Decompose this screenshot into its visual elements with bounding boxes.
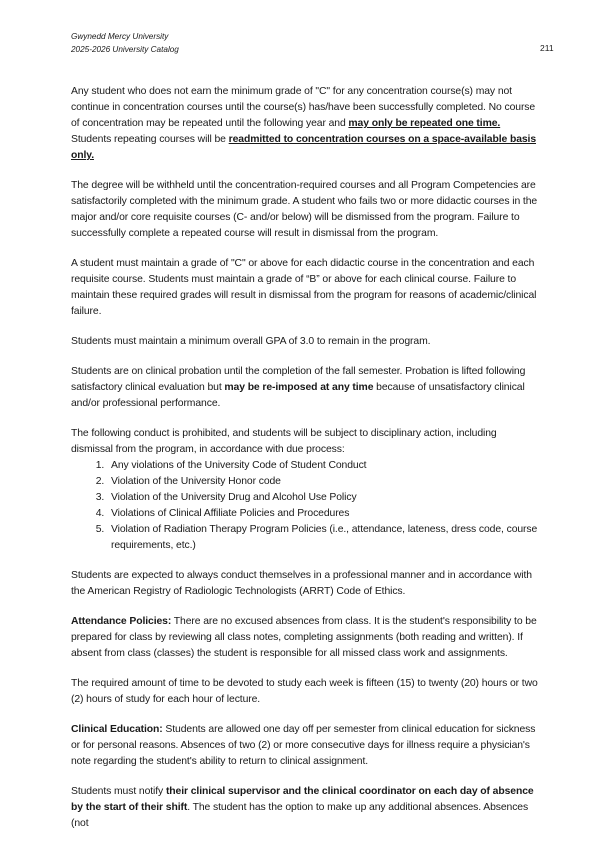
text-run: Students are allowed one day off per semester from clinical education for sickness or for personal reasons. Absences of two (2) or more consecutive days for illness require a physician's note regarding the student's ability to return to clinical assignment. xyxy=(71,724,536,767)
paragraph xyxy=(71,334,539,350)
text-run: Students are on clinical probation until the completion of the fall semester. Probation is lifted following satisfactory clinical evaluation but xyxy=(71,366,526,393)
text-run: Students must notify xyxy=(71,786,166,797)
text-run: because of unsatisfactory clinical and/or professional performance. xyxy=(71,382,525,409)
paragraph xyxy=(71,426,539,458)
running-header xyxy=(71,31,179,56)
emphasis-text: Clinical Education: xyxy=(71,724,163,735)
emphasis-text: may only be repeated one time. xyxy=(348,118,501,129)
text-run: Students must maintain a minimum overall GPA of 3.0 to remain in the program. xyxy=(71,336,431,347)
paragraph xyxy=(71,256,539,320)
paragraph xyxy=(71,178,539,242)
paragraph xyxy=(71,614,539,662)
text-run: The required amount of time to be devoted to study each week is fifteen (15) to twenty (20) hours or two (2) hours of study for each hour of lecture. xyxy=(71,678,538,705)
list-item: 4. Violations of Clinical Affiliate Policies and Procedures xyxy=(107,506,539,522)
document-body xyxy=(71,84,539,846)
text-run: There are no excused absences from class. It is the student's responsibility to be prepared for class by reviewing all class notes, completing assignments (both reading and written). If absent from class (classes) the student is responsible for all missed class work and assignments. xyxy=(71,616,537,659)
paragraph xyxy=(71,568,539,600)
paragraph xyxy=(71,722,539,770)
list-item: 1. Any violations of the University Code of Student Conduct xyxy=(107,458,539,474)
text-run: Any student who does not earn the minimum grade of "C" for any concentration course(s) may not continue in concentration courses until the course(s) has/have been successfully completed. No course of concentration may be repeated until the following year and xyxy=(71,86,536,129)
page-number: 211 xyxy=(540,43,554,53)
institution-name: Gwynedd Mercy University xyxy=(71,32,169,41)
paragraph xyxy=(71,364,539,412)
list-item: 5. Violation of Radiation Therapy Program Policies (i.e., attendance, lateness, dress code, course requirements, etc.) xyxy=(107,522,539,554)
emphasis-text: may be re-imposed at any time xyxy=(224,382,374,393)
text-run: Students repeating courses will be xyxy=(71,134,229,145)
prohibited-conduct-list xyxy=(71,458,539,554)
paragraph xyxy=(71,676,539,708)
paragraph xyxy=(71,84,539,164)
text-run: The following conduct is prohibited, and students will be subject to disciplinary action, including dismissal from the program, in accordance with due process: xyxy=(71,428,497,455)
text-run: . The student has the option to make up any additional absences. Absences (not xyxy=(71,802,529,829)
paragraph xyxy=(71,784,539,832)
catalog-title: 2025-2026 University Catalog xyxy=(71,44,179,54)
emphasis-text: readmitted to concentration courses on a space-available basis only. xyxy=(71,134,537,161)
text-run: The degree will be withheld until the concentration-required courses and all Program Competencies are satisfactorily completed with the minimum grade. A student who fails two or more didactic courses in the major and/or core requisite courses (C- and/or below) will be dismissed from the program. Failure to successfully complete a repeated course will result in dismissal from the program. xyxy=(71,180,538,239)
list-item: 2. Violation of the University Honor code xyxy=(107,474,539,490)
text-run: Students are expected to always conduct themselves in a professional manner and in accordance with the American Registry of Radiologic Technologists (ARRT) Code of Ethics. xyxy=(71,570,532,597)
emphasis-text: their clinical supervisor and the clinical coordinator on each day of absence by the start of their shift xyxy=(71,786,534,813)
text-run: A student must maintain a grade of "C" or above for each didactic course in the concentration and each requisite course. Students must maintain a grade of “B” or above for each clinical course. Failure to maintain these required grades will result in dismissal from the program for reasons of academic/clinical failure. xyxy=(71,258,537,317)
emphasis-text: Attendance Policies: xyxy=(71,616,172,627)
list-item: 3. Violation of the University Drug and Alcohol Use Policy xyxy=(107,490,539,506)
